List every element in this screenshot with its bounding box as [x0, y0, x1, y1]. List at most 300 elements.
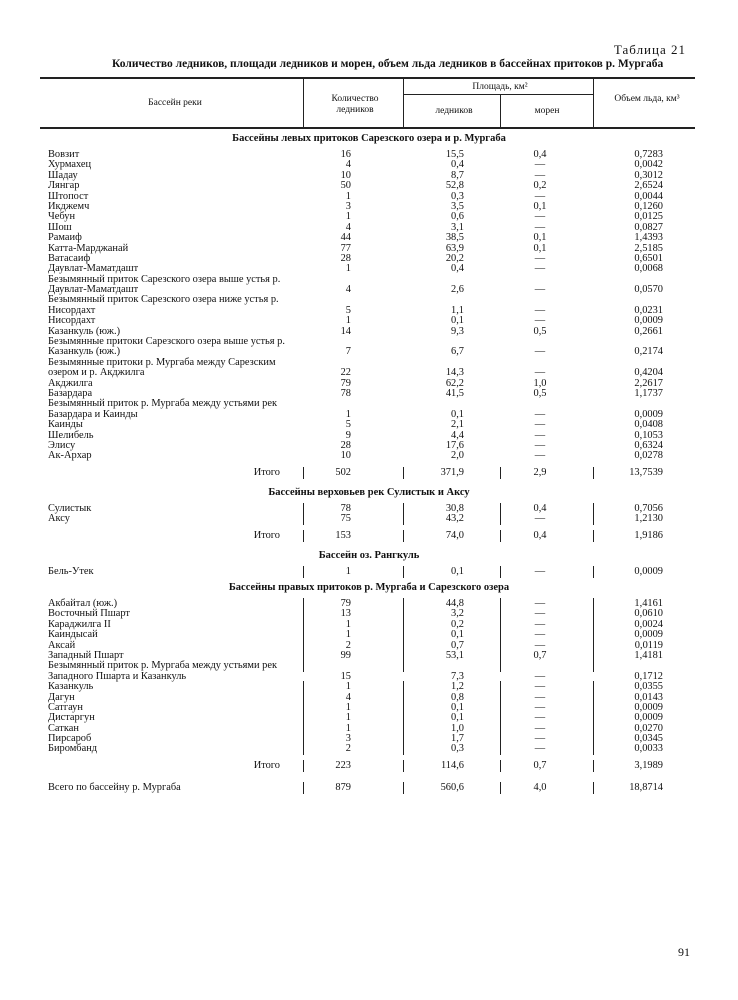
ice-volume: 0,0119 — [634, 639, 663, 651]
basin-name: Бель-Утек — [48, 565, 94, 577]
table-row — [0, 212, 738, 222]
grand-total-row — [0, 783, 738, 793]
basin-name: Нисордахт — [48, 315, 96, 327]
section-heading: Бассейн оз. Рангкуль — [318, 549, 420, 561]
column-bar — [403, 743, 404, 755]
column-bar — [593, 782, 594, 794]
glacier-area: 371,9 — [440, 466, 464, 478]
glacier-area: 74,0 — [445, 529, 464, 541]
glacier-area: 6,7 — [451, 346, 464, 358]
ice-volume: 2,2617 — [634, 377, 663, 389]
ice-volume: 1,2130 — [634, 513, 663, 525]
ice-volume: 0,0143 — [634, 691, 663, 703]
glacier-area: 44,8 — [445, 597, 464, 609]
glacier-count: 3 — [345, 733, 351, 745]
table-row — [0, 703, 738, 713]
grand-total-label: Всего по бассейну р. Мургаба — [48, 781, 181, 793]
ice-volume: 1,9186 — [634, 529, 663, 541]
basin-name: Шош — [48, 221, 72, 233]
glacier-count: 5 — [345, 419, 351, 431]
table-row — [0, 399, 738, 420]
header-area: Площадь, км² — [472, 82, 528, 92]
glacier-count: 78 — [340, 502, 351, 514]
basin-name: Сулистык — [48, 502, 92, 514]
section-heading: Бассейны верховьев рек Сулистык и Аксу — [268, 486, 470, 498]
basin-name: Дагун — [48, 691, 75, 703]
table-row — [0, 620, 738, 630]
table-row — [0, 441, 738, 451]
ice-volume: 0,3012 — [634, 169, 663, 181]
table-row — [0, 337, 738, 358]
ice-volume: 0,7056 — [634, 502, 663, 514]
header-divider-1 — [303, 78, 304, 127]
glacier-area: 1,7 — [451, 733, 464, 745]
ice-volume: 0,0009 — [634, 629, 663, 641]
ice-volume: 0,0125 — [634, 211, 663, 223]
ice-volume: 1,4181 — [634, 649, 663, 661]
moraine-area: — — [534, 618, 546, 630]
glacier-count: 79 — [340, 377, 351, 389]
moraine-area: 0,4 — [533, 502, 547, 514]
moraine-area: — — [534, 315, 546, 327]
basin-name: Западный Пшарт — [48, 649, 124, 661]
column-bar — [593, 743, 594, 755]
glacier-area: 4,4 — [451, 429, 464, 441]
total-label: Итого — [253, 759, 280, 771]
table-row — [0, 514, 738, 524]
glacier-area: 2,1 — [451, 419, 464, 431]
glacier-count: 77 — [340, 242, 351, 254]
glacier-count: 4 — [345, 221, 351, 233]
table-title: Количество ледников, площади ледников и морен, объем льда ледников в бассейнах притоков р. Мургаба — [112, 58, 664, 70]
column-bar — [403, 513, 404, 525]
header-volume: Объем льда, км³ — [614, 94, 680, 104]
glacier-area: 3,1 — [451, 221, 464, 233]
glacier-area: 0,2 — [451, 618, 464, 630]
glacier-count: 1 — [345, 701, 351, 713]
glacier-area: 1,2 — [451, 681, 464, 693]
glacier-count: 1 — [345, 712, 351, 724]
glacier-area: 0,3 — [451, 743, 464, 755]
basin-name: Дистаргун — [48, 712, 95, 724]
glacier-count: 4 — [345, 159, 351, 171]
glacier-count: 9 — [345, 429, 351, 441]
ice-volume: 0,0009 — [634, 565, 663, 577]
basin-name: Икджемч — [48, 200, 90, 212]
column-bar — [303, 660, 304, 672]
ice-volume: 0,1712 — [634, 670, 663, 682]
table-row — [0, 431, 738, 441]
column-bar — [593, 760, 594, 772]
moraine-area: 2,9 — [533, 466, 547, 478]
glacier-count: 22 — [340, 367, 351, 379]
glacier-area: 43,2 — [445, 513, 464, 525]
table-row — [0, 630, 738, 640]
moraine-area: — — [534, 159, 546, 171]
glacier-area: 3,2 — [451, 608, 464, 620]
total-row — [0, 761, 738, 775]
glacier-area: 17,6 — [445, 440, 464, 452]
moraine-area: 0,1 — [533, 200, 547, 212]
glacier-area: 1,0 — [451, 722, 464, 734]
moraine-area: 0,4 — [533, 529, 547, 541]
glacier-area: 0,7 — [451, 639, 464, 651]
glacier-area: 20,2 — [445, 252, 464, 264]
moraine-area: — — [534, 670, 546, 682]
column-bar — [500, 513, 501, 525]
basin-name: Каинды — [48, 419, 83, 431]
column-bar — [500, 782, 501, 794]
moraine-area: 0,5 — [533, 325, 547, 337]
column-bar — [593, 513, 594, 525]
glacier-count: 28 — [340, 252, 351, 264]
glacier-count: 79 — [340, 597, 351, 609]
glacier-area: 0,4 — [451, 159, 464, 171]
moraine-area: — — [534, 513, 546, 525]
glacier-area: 560,6 — [440, 781, 464, 793]
ice-volume: 0,0009 — [634, 712, 663, 724]
glacier-count: 44 — [340, 232, 351, 244]
table-row — [0, 379, 738, 389]
moraine-area: — — [534, 169, 546, 181]
glacier-area: 0,1 — [451, 712, 464, 724]
glacier-area: 9,3 — [451, 325, 464, 337]
ice-volume: 0,0068 — [634, 263, 663, 275]
total-row — [0, 468, 738, 482]
table-row — [0, 451, 738, 461]
moraine-area: — — [534, 701, 546, 713]
glacier-area: 0,1 — [451, 629, 464, 641]
total-row — [0, 531, 738, 545]
basin-name: Безымянный приток р. Мургаба между устьями рек Западного Пшарта и Казанкуль — [48, 660, 277, 682]
glacier-count: 3 — [345, 200, 351, 212]
table-row — [0, 420, 738, 430]
ice-volume: 0,0345 — [634, 733, 663, 745]
ice-volume: 0,0610 — [634, 608, 663, 620]
glacier-count: 10 — [340, 169, 351, 181]
moraine-area: — — [534, 629, 546, 641]
table-row — [0, 275, 738, 296]
total-label: Итого — [253, 529, 280, 541]
header-moraines: морен — [534, 106, 560, 116]
basin-name: Безымянные притоки р. Мургаба между Сарезским озером и р. Акджилга — [48, 356, 276, 379]
glacier-count: 1 — [345, 565, 351, 577]
basin-name: Безымянный приток р. Мургаба между устьями рек Базардара и Каинды — [48, 398, 277, 420]
ice-volume: 3,1989 — [634, 759, 663, 771]
ice-volume: 0,2661 — [634, 325, 663, 337]
ice-volume: 0,0044 — [634, 190, 663, 202]
basin-name: Шадау — [48, 169, 78, 181]
column-bar — [500, 530, 501, 542]
glacier-count: 28 — [340, 440, 351, 452]
header-glaciers: ледников — [435, 106, 473, 116]
column-bar — [403, 530, 404, 542]
header-count: Количество ледников — [331, 94, 379, 115]
table-row — [0, 504, 738, 514]
glacier-count: 1 — [345, 190, 351, 202]
section-heading: Бассейны правых притоков р. Мургаба и Сарезского озера — [228, 581, 510, 593]
ice-volume: 2,5185 — [634, 242, 663, 254]
basin-name: Даувлат-Маматдашт — [48, 263, 139, 275]
basin-name: Биромбанд — [48, 743, 98, 755]
glacier-count: 50 — [340, 180, 351, 192]
ice-volume: 0,2174 — [634, 346, 663, 358]
column-bar — [303, 566, 304, 578]
glacier-area: 0,1 — [451, 408, 464, 420]
moraine-area: — — [534, 691, 546, 703]
ice-volume: 2,6524 — [634, 180, 663, 192]
ice-volume: 0,0231 — [634, 304, 663, 316]
column-bar — [593, 566, 594, 578]
column-bar — [303, 743, 304, 755]
moraine-area: — — [534, 429, 546, 441]
glacier-count: 1 — [345, 211, 351, 223]
table-row — [0, 223, 738, 233]
ice-volume: 0,0355 — [634, 681, 663, 693]
basin-name: Сатгаун — [48, 701, 83, 713]
glacier-area: 7,3 — [451, 670, 464, 682]
ice-volume: 0,0570 — [634, 284, 663, 296]
moraine-area: — — [534, 440, 546, 452]
table-row — [0, 181, 738, 191]
column-bar — [593, 660, 594, 672]
column-bar — [403, 566, 404, 578]
glacier-count: 502 — [335, 466, 351, 478]
moraine-area: — — [534, 722, 546, 734]
glacier-count: 1 — [345, 722, 351, 734]
ice-volume: 1,4161 — [634, 597, 663, 609]
glacier-count: 4 — [345, 691, 351, 703]
ice-volume: 0,1260 — [634, 200, 663, 212]
glacier-area: 41,5 — [445, 388, 464, 400]
moraine-area: — — [534, 211, 546, 223]
glacier-count: 10 — [340, 450, 351, 462]
moraine-area: — — [534, 252, 546, 264]
ice-volume: 0,0042 — [634, 159, 663, 171]
column-bar — [500, 566, 501, 578]
glacier-count: 1 — [345, 408, 351, 420]
basin-name: Штопост — [48, 190, 89, 202]
basin-name: Шелибель — [48, 429, 94, 441]
moraine-area: 0,7 — [533, 649, 547, 661]
glacier-count: 1 — [345, 618, 351, 630]
column-bar — [500, 760, 501, 772]
basin-name: Каиндысай — [48, 629, 98, 641]
ice-volume: 0,7283 — [634, 149, 663, 160]
header-area-rule — [403, 94, 593, 95]
moraine-area: — — [534, 597, 546, 609]
basin-name: Акбайтал (юж.) — [48, 597, 118, 609]
moraine-area: — — [534, 367, 546, 379]
basin-name: Аксу — [48, 513, 70, 525]
basin-name: Вовзит — [48, 149, 80, 160]
basin-name: Аксай — [48, 639, 76, 651]
moraine-area: — — [534, 408, 546, 420]
glacier-area: 8,7 — [451, 169, 464, 181]
moraine-area: 0,2 — [533, 180, 547, 192]
basin-name: Ак-Архар — [48, 450, 92, 462]
table-row — [0, 171, 738, 181]
moraine-area: — — [534, 284, 546, 296]
basin-name: Казанкуль — [48, 681, 94, 693]
header-top-rule — [40, 77, 695, 79]
glacier-count: 7 — [345, 346, 351, 358]
ice-volume: 0,0009 — [634, 315, 663, 327]
column-bar — [403, 660, 404, 672]
glacier-area: 3,5 — [451, 200, 464, 212]
glacier-area: 0,8 — [451, 691, 464, 703]
basin-name: Казанкуль (юж.) — [48, 325, 121, 337]
glacier-count: 75 — [340, 513, 351, 525]
table-row — [0, 202, 738, 212]
moraine-area: 1,0 — [533, 377, 547, 389]
glacier-area: 2,0 — [451, 450, 464, 462]
column-bar — [303, 467, 304, 479]
table-row — [0, 567, 738, 577]
glacier-count: 1 — [345, 315, 351, 327]
glacier-area: 14,3 — [445, 367, 464, 379]
moraine-area: — — [534, 190, 546, 202]
glacier-area: 30,8 — [445, 502, 464, 514]
column-bar — [500, 660, 501, 672]
glacier-count: 14 — [340, 325, 351, 337]
basin-name: Базардара — [48, 388, 93, 400]
ice-volume: 1,1737 — [634, 388, 663, 400]
glacier-area: 1,1 — [451, 304, 464, 316]
basin-name: Катта-Марджанай — [48, 242, 129, 254]
table-row — [0, 233, 738, 243]
glacier-count: 99 — [340, 649, 351, 661]
moraine-area: 0,5 — [533, 388, 547, 400]
basin-name: Саткан — [48, 722, 79, 734]
table-row — [0, 693, 738, 703]
ice-volume: 0,0278 — [634, 450, 663, 462]
glacier-area: 15,5 — [445, 149, 464, 160]
moraine-area: — — [534, 346, 546, 358]
page-number: 91 — [678, 945, 690, 959]
column-bar — [593, 467, 594, 479]
glacier-area: 63,9 — [445, 242, 464, 254]
moraine-area: — — [534, 681, 546, 693]
glacier-area: 0,3 — [451, 190, 464, 202]
table-row — [0, 150, 738, 160]
table-row — [0, 724, 738, 734]
glacier-count: 5 — [345, 304, 351, 316]
glacier-count: 1 — [345, 681, 351, 693]
total-label: Итого — [253, 466, 280, 478]
glacier-area: 52,8 — [445, 180, 464, 192]
table-row — [0, 295, 738, 316]
table-row — [0, 192, 738, 202]
glacier-area: 0,1 — [451, 565, 464, 577]
basin-name: Восточный Пшарт — [48, 608, 130, 620]
basin-name: Чебун — [48, 211, 76, 223]
moraine-area: — — [534, 221, 546, 233]
ice-volume: 0,0270 — [634, 722, 663, 734]
ice-volume: 0,0009 — [634, 701, 663, 713]
moraine-area: — — [534, 263, 546, 275]
moraine-area: — — [534, 639, 546, 651]
glacier-area: 38,5 — [445, 232, 464, 244]
table-row — [0, 734, 738, 744]
glacier-area: 0,6 — [451, 211, 464, 223]
glacier-count: 78 — [340, 388, 351, 400]
glacier-area: 114,6 — [441, 759, 464, 771]
glacier-count: 2 — [345, 639, 351, 651]
glacier-area: 0,1 — [451, 701, 464, 713]
ice-volume: 0,0009 — [634, 408, 663, 420]
moraine-area: — — [534, 733, 546, 745]
moraine-area: 0,1 — [533, 242, 547, 254]
glacier-count: 16 — [340, 149, 351, 160]
glacier-count: 2 — [345, 743, 351, 755]
table-row — [0, 661, 738, 682]
ice-volume: 18,8714 — [629, 781, 663, 793]
column-bar — [303, 530, 304, 542]
glacier-area: 2,6 — [451, 284, 464, 296]
column-bar — [500, 743, 501, 755]
column-bar — [500, 467, 501, 479]
moraine-area: 0,1 — [533, 232, 547, 244]
glacier-area: 0,1 — [451, 315, 464, 327]
header-divider-4 — [593, 78, 594, 127]
column-bar — [403, 782, 404, 794]
glacier-count: 15 — [340, 670, 351, 682]
glacier-count: 1 — [345, 263, 351, 275]
moraine-area: — — [534, 304, 546, 316]
table-label: Таблица 21 — [613, 42, 686, 57]
ice-volume: 0,0024 — [634, 618, 663, 630]
table-row — [0, 744, 738, 754]
basin-name: Элису — [48, 440, 76, 452]
column-bar — [303, 513, 304, 525]
table-body — [0, 128, 738, 793]
section-heading: Бассейны левых притоков Сарезского озера и р. Мургаба — [232, 133, 506, 144]
table-row — [0, 358, 738, 379]
glacier-count: 13 — [340, 608, 351, 620]
moraine-area: 0,7 — [533, 759, 547, 771]
basin-name: Акджилга — [48, 377, 93, 389]
glacier-count: 153 — [335, 529, 351, 541]
table-row — [0, 682, 738, 692]
ice-volume: 0,1053 — [634, 429, 663, 441]
ice-volume: 0,0033 — [634, 743, 663, 755]
ice-volume: 0,4204 — [634, 367, 663, 379]
table-row — [0, 160, 738, 170]
moraine-area: — — [534, 608, 546, 620]
table-row — [0, 713, 738, 723]
basin-name: Безымянный приток Сарезского озера выше устья р. Даувлат-Маматдашт — [48, 273, 281, 296]
basin-name: Караджилга II — [48, 618, 111, 630]
header-divider-3 — [500, 95, 501, 127]
moraine-area: — — [534, 419, 546, 431]
ice-volume: 0,6324 — [634, 440, 663, 452]
basin-name: Рамаиф — [48, 232, 82, 244]
ice-volume: 13,7539 — [629, 466, 663, 478]
table-row — [0, 244, 738, 254]
moraine-area: 4,0 — [533, 781, 547, 793]
basin-name: Безымянный приток Сарезского озера ниже устья р. Нисордахт — [48, 294, 279, 316]
glacier-area: 62,2 — [445, 377, 464, 389]
moraine-area: — — [534, 565, 546, 577]
column-bar — [303, 760, 304, 772]
ice-volume: 0,0408 — [634, 419, 663, 431]
glacier-count: 1 — [345, 629, 351, 641]
moraine-area: 0,4 — [533, 149, 547, 160]
glacier-count: 4 — [345, 284, 351, 296]
header-divider-2 — [403, 78, 404, 127]
basin-name: Лянгар — [48, 180, 80, 192]
